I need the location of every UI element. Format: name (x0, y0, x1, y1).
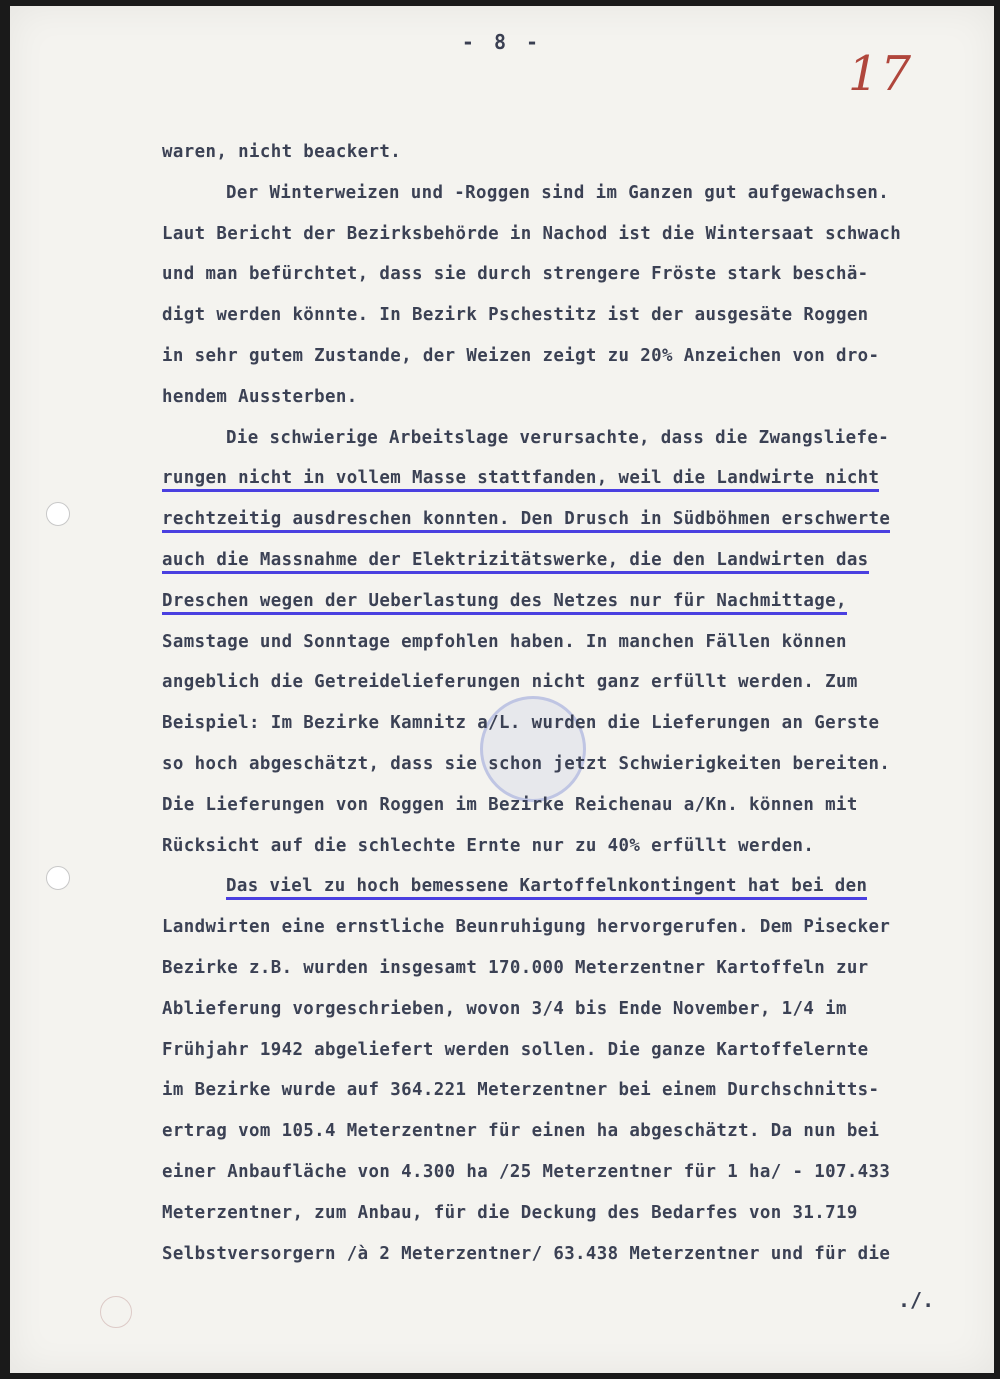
text-line: Beispiel: Im Bezirke Kamnitz a/L. wurden die Lieferungen an Gerste (162, 713, 880, 734)
underlined-text: Dreschen wegen der Ueberlastung des Netzes nur für Nachmittage, (162, 591, 847, 615)
underlined-text: Das viel zu hoch bemessene Kartoffelnkontingent hat bei den (226, 876, 867, 900)
text-line: digt werden könnte. In Bezirk Pschestitz ist der ausgesäte Roggen (162, 305, 869, 326)
text-line-underlined (162, 581, 952, 622)
text-line: Frühjahr 1942 abgeliefert werden sollen. Die ganze Kartoffelernte (162, 1039, 869, 1060)
text-line: Ablieferung vorgeschrieben, wovon 3/4 bis Ende November, 1/4 im (162, 998, 847, 1019)
page-number: - 8 - (461, 30, 543, 54)
text-line: waren, nicht beackert. (162, 142, 402, 162)
document-page (10, 6, 994, 1373)
folio-number: 17 (848, 46, 914, 102)
text-line: Meterzentner, zum Anbau, für die Deckung des Bedarfes von 31.719 (162, 1202, 858, 1223)
text-line: Der Winterweizen und -Roggen sind im Ganzen gut aufgewachsen. (226, 182, 890, 203)
text-line: so hoch abgeschätzt, dass sie schon jetzt Schwierigkeiten bereiten. (162, 753, 891, 774)
text-line: Bezirke z.B. wurden insgesamt 170.000 Meterzentner Kartoffeln zur (162, 957, 869, 978)
punch-hole-top (46, 502, 70, 526)
text-line: und man befürchtet, dass sie durch strengere Fröste stark beschä- (162, 264, 869, 285)
text-line: Die schwierige Arbeitslage verursachte, dass die Zwangsliefe- (226, 427, 890, 448)
text-line-underlined (162, 458, 952, 499)
body-text (162, 132, 952, 1274)
text-line: einer Anbaufläche von 4.300 ha /25 Meterzentner für 1 ha/ - 107.433 (162, 1161, 891, 1182)
continuation-mark: ./. (898, 1288, 935, 1312)
text-line: angeblich die Getreidelieferungen nicht ganz erfüllt werden. Zum (162, 672, 858, 693)
text-line-underlined (162, 540, 952, 581)
text-line: Selbstversorgern /à 2 Meterzentner/ 63.438 Meterzentner und für die (162, 1243, 891, 1264)
underlined-text: auch die Massnahme der Elektrizitätswerke, die den Landwirten das (162, 550, 869, 574)
text-line: ertrag vom 105.4 Meterzentner für einen ha abgeschätzt. Da nun bei (162, 1121, 880, 1142)
text-line: in sehr gutem Zustande, der Weizen zeigt zu 20% Anzeichen von dro- (162, 345, 880, 366)
underlined-text: rungen nicht in vollem Masse stattfanden, weil die Landwirte nicht (162, 468, 879, 492)
text-line: im Bezirke wurde auf 364.221 Meterzentner bei einem Durchschnitts- (162, 1080, 880, 1101)
underlined-text: rechtzeitig ausdreschen konnten. Den Drusch in Südböhmen erschwerte (162, 509, 890, 533)
text-line: Laut Bericht der Bezirksbehörde in Nachod ist die Wintersaat schwach (162, 223, 902, 244)
text-line: Samstage und Sonntage empfohlen haben. In manchen Fällen können (162, 631, 847, 652)
punch-hole-bottom (46, 866, 70, 890)
text-line: Die Lieferungen von Roggen im Bezirke Reichenau a/Kn. können mit (162, 794, 858, 815)
pencil-circle-mark (100, 1296, 132, 1328)
text-line: hendem Aussterben. (162, 386, 358, 407)
text-line-underlined (162, 866, 952, 907)
text-line-underlined (162, 499, 952, 540)
text-line: Landwirten eine ernstliche Beunruhigung hervorgerufen. Dem Pisecker (162, 917, 891, 938)
text-line: Rücksicht auf die schlechte Ernte nur zu 40% erfüllt werden. (162, 835, 815, 856)
